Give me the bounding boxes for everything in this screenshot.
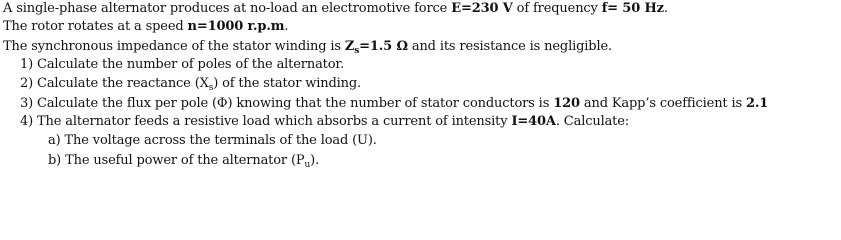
impedance-value: =1.5 Ω [359,39,408,54]
text: ) of the stator winding. [213,76,362,91]
question-4 [20,114,841,130]
conductors-value: 120 [553,96,580,111]
question-1: 1) Calculate the number of poles of the alternator. [20,57,345,72]
question-2 [20,76,841,92]
text: 2) Calculate the reactance (X [20,76,209,91]
impedance-subscript: s [354,46,360,56]
question-4b [48,153,841,169]
statement-line-1 [3,1,841,17]
current-value: I=40A [511,114,556,129]
text: . Calculate: [555,114,630,129]
emf-value: E=230 V [451,1,513,16]
impedance-symbol: Z [344,39,355,54]
kapp-value: 2.1 [746,96,769,111]
text: The synchronous impedance of the stator winding is [3,39,345,54]
statement-line-3 [3,39,841,55]
frequency-value: f= 50 Hz [601,1,664,16]
speed-value: n=1000 r.p.m [187,19,285,34]
text: ). [310,153,320,168]
text: 4) The alternator feeds a resistive load which absorbs a current of intensity [20,114,512,129]
statement-line-2 [3,19,841,35]
text: of frequency [512,1,602,16]
text: 3) Calculate the flux per pole (Φ) knowing that the number of stator conductors is [20,96,554,111]
power-subscript: u [304,160,311,170]
text: A single-phase alternator produces at no-load an electromotive force [3,1,452,16]
text: and its resistance is negligible. [407,39,612,54]
text: . [663,1,668,16]
text: and Kapp’s coefficient is [579,96,746,111]
question-3 [20,96,841,112]
text: The rotor rotates at a speed [3,19,188,34]
reactance-subscript: s [208,83,214,93]
text: . [284,19,289,34]
text: b) The useful power of the alternator (P [48,153,305,168]
question-4a: a) The voltage across the terminals of the load (U). [48,133,377,148]
